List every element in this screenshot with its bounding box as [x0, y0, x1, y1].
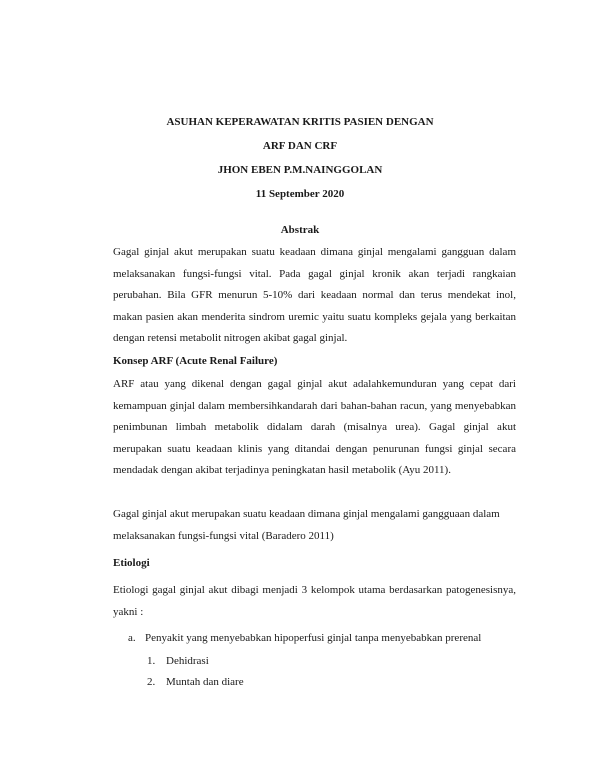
etiologi-heading: Etiologi: [113, 557, 150, 569]
konsep-arf-paragraph-1: ARF atau yang dikenal dengan gagal ginjal akut adalahkemunduran yang cepat dari kemampuan ginjal dalam membersihkandarah dari bahan-bahan racun, yang menyebabkan penimbunan limbah metabolik didalam darah (misalnya urea). Gagal ginjal akut merupakan suatu keadaan klinis yang ditandai dengan penurunan fungsi ginjal secara mendadak dengan akibat terjadinya peningkatan hasil metabolik (Ayu 2011).: [113, 378, 516, 476]
konsep-arf-paragraph-2: Gagal ginjal akut merupakan suatu keadaan dimana ginjal mengalami gangguaan dalam melaksanakan fungsi-fungsi vital (Baradero 2011): [113, 508, 500, 542]
document-title-line1: ASUHAN KEPERAWATAN KRITIS PASIEN DENGAN: [166, 116, 434, 128]
konsep-arf-heading: Konsep ARF (Acute Renal Failure): [113, 355, 278, 367]
abstract-heading: Abstrak: [280, 224, 320, 236]
document-date: 11 September 2020: [255, 188, 345, 200]
list-marker: 2.: [147, 676, 156, 688]
document-title-line2: ARF DAN CRF: [262, 140, 338, 152]
etiologi-paragraph: Etiologi gagal ginjal akut dibagi menjadi 3 kelompok utama berdasarkan patogenesisnya, yakni :: [113, 584, 516, 618]
list-item-text: Dehidrasi: [166, 655, 209, 667]
list-item-text: Penyakit yang menyebabkan hipoperfusi ginjal tanpa menyebabkan prerenal: [145, 632, 482, 644]
abstract-paragraph: Gagal ginjal akut merupakan suatu keadaan dimana ginjal mengalami gangguan dalam melaksanakan fungsi-fungsi vital. Pada gagal ginjal kronik akan terjadi rangkaian perubahan. Bila GFR menurun 5-10% dari keadaan normal dan terus mendekat inol, makan pasien akan menderita sindrom uremic yaitu suatu kompleks gejala yang berkaitan dengan retensi metabolit nitrogen akibat gagal ginjal.: [113, 246, 516, 344]
list-marker: a.: [128, 632, 136, 644]
list-item-a: [128, 632, 481, 644]
list-subitem-1: [147, 655, 209, 667]
author-name: JHON EBEN P.M.NAINGGOLAN: [217, 164, 383, 176]
title-block: [0, 110, 600, 206]
list-item-text: Muntah dan diare: [166, 676, 244, 688]
list-marker: 1.: [147, 655, 156, 667]
list-subitem-2: [147, 676, 244, 688]
